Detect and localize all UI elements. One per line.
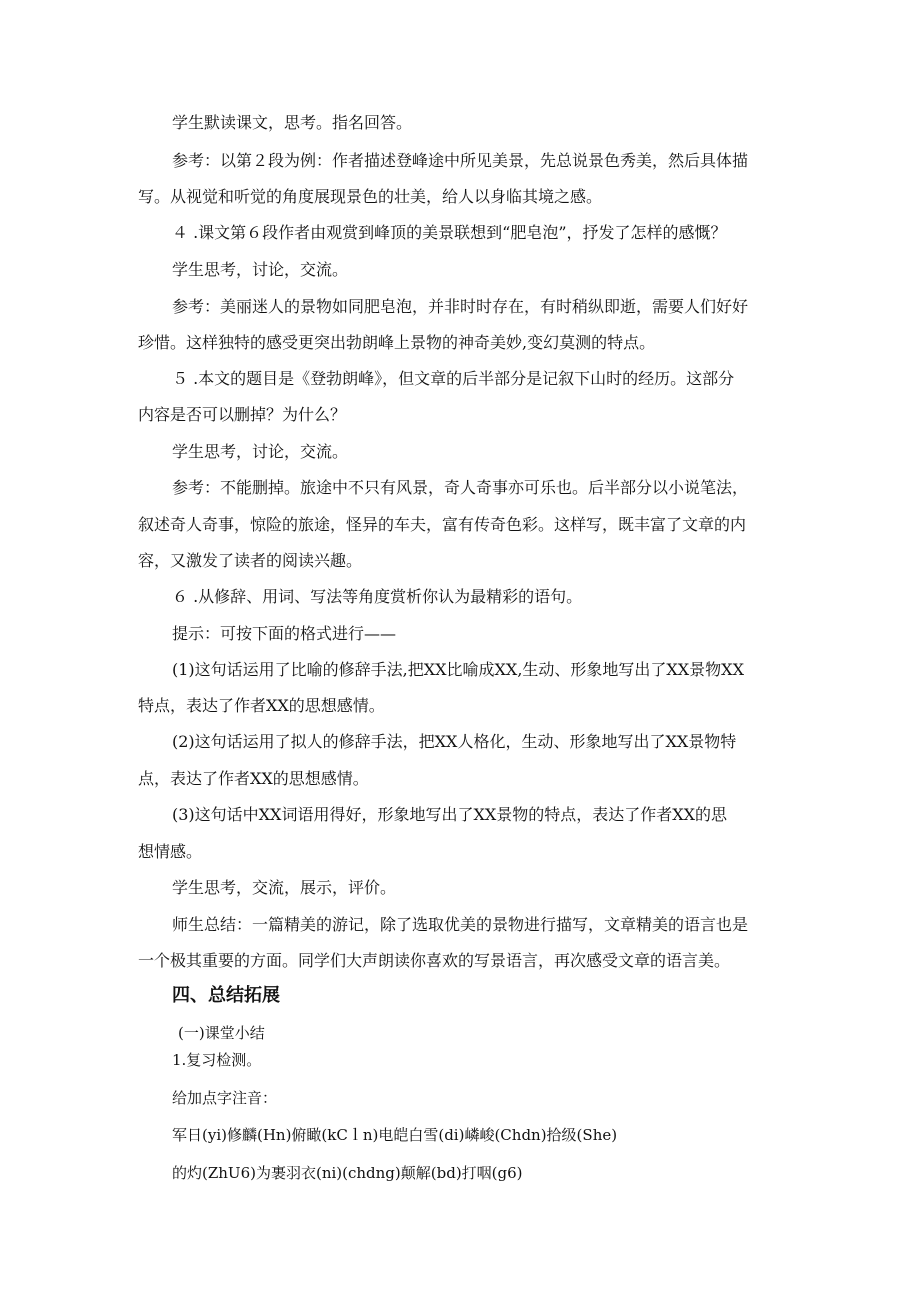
paragraph: 想情感。 (138, 842, 203, 861)
paragraph: 珍惜。这样独特的感受更突出勃朗峰上景物的神奇美妙,变幻莫测的特点。 (138, 333, 656, 352)
paragraph: (1)这句话运用了比喻的修辞手法,把XX比喻成XX,生动、形象地写出了XX景物XX (172, 660, 744, 679)
paragraph: ６ .从修辞、用词、写法等角度赏析你认为最精彩的语句。 (172, 587, 583, 606)
paragraph: (3)这句话中XX词语用得好，形象地写出了XX景物的特点，表达了作者XX的思 (172, 805, 728, 824)
subsection-title: (一)课堂小结 (178, 1024, 265, 1042)
paragraph: 容，又激发了读者的阅读兴趣。 (138, 551, 363, 570)
paragraph: 点，表达了作者XX的思想感情。 (138, 769, 369, 788)
paragraph: 学生默读课文，思考。指名回答。 (172, 113, 413, 132)
paragraph: 学生思考，交流，展示，评价。 (172, 878, 397, 897)
paragraph: 叙述奇人奇事，惊险的旅途，怪异的车夫，富有传奇色彩。这样写，既丰富了文章的内 (138, 515, 747, 534)
section-heading: 四、总结拓展 (172, 985, 280, 1006)
paragraph: 参考：以第２段为例：作者描述登峰途中所见美景，先总说景色秀美，然后具体描 (172, 151, 749, 170)
paragraph: ５ .本文的题目是《登勃朗峰》，但文章的后半部分是记叙下山时的经历。这部分 (172, 369, 735, 388)
paragraph: ４ .课文第６段作者由观赏到峰顶的美景联想到“肥皂泡”，抒发了怎样的感慨？ (172, 223, 727, 242)
list-item: 1.复习检测。 (172, 1051, 262, 1069)
paragraph: 军日(yi)修麟(Hn)俯瞰(kCｌn)电皑白雪(di)嶙峻(Chdn)拾级(She) (172, 1126, 618, 1144)
paragraph: 写。从视觉和听觉的角度展现景色的壮美，给人以身临其境之感。 (138, 187, 603, 206)
paragraph: 学生思考，讨论，交流。 (172, 260, 349, 279)
paragraph: 参考：不能删掉。旅途中不只有风景，奇人奇事亦可乐也。后半部分以小说笔法， (172, 478, 749, 497)
paragraph: 特点，表达了作者XX的思想感情。 (138, 696, 385, 715)
paragraph: (2)这句话运用了拟人的修辞手法，把XX人格化，生动、形象地写出了XX景物特 (172, 732, 737, 751)
paragraph: 提示：可按下面的格式进行—— (172, 624, 397, 643)
paragraph: 一个极其重要的方面。同学们大声朗读你喜欢的写景语言，再次感受文章的语言美。 (138, 951, 731, 970)
paragraph: 给加点字注音： (172, 1089, 278, 1107)
paragraph: 学生思考，讨论，交流。 (172, 442, 349, 461)
paragraph: 内容是否可以删掉？为什么？ (138, 405, 347, 424)
paragraph: 的灼(ZhU6)为裹羽衣(ni)(chdng)颠解(bd)打咽(g6) (172, 1164, 523, 1182)
paragraph: 师生总结：一篇精美的游记，除了选取优美的景物进行描写，文章精美的语言也是 (172, 915, 749, 934)
paragraph: 参考：美丽迷人的景物如同肥皂泡，并非时时存在，有时稍纵即逝，需要人们好好 (172, 297, 749, 316)
